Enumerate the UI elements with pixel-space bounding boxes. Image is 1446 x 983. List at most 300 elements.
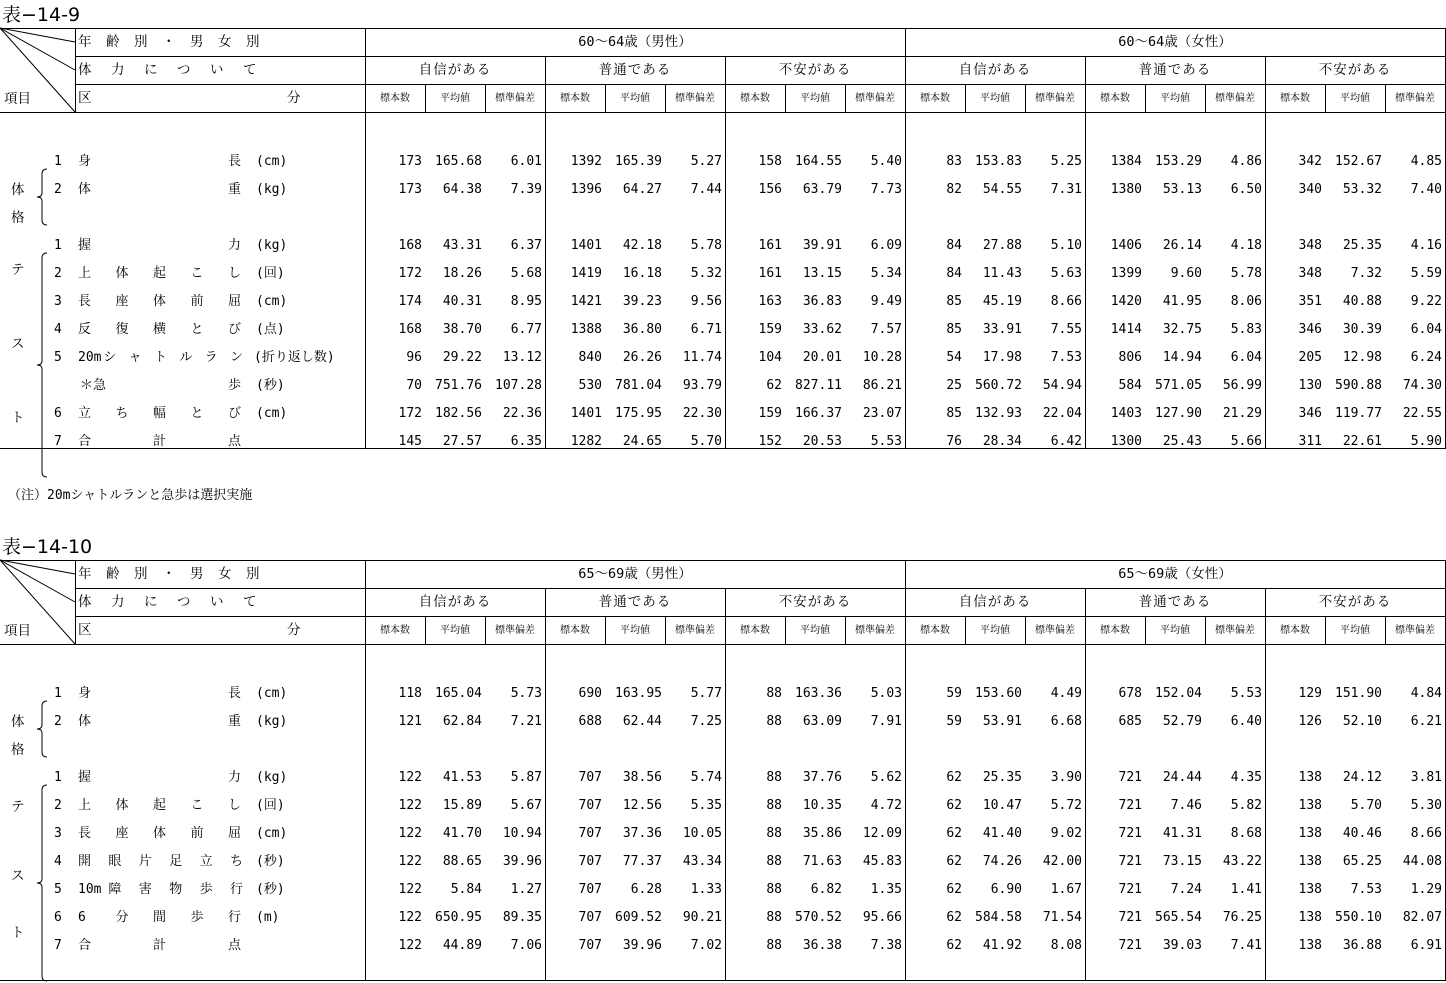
- row-number: 4: [54, 854, 62, 869]
- cell-value: 25.35: [1342, 238, 1382, 253]
- stat-header: 平均値: [1340, 625, 1370, 636]
- item-name-char: ル: [179, 350, 193, 365]
- item-name-char: 体: [115, 266, 129, 281]
- item-name-char: 間: [153, 910, 167, 925]
- item-name-char: 起: [153, 266, 167, 281]
- stat-header: 平均値: [800, 93, 830, 104]
- item-name-char: 長: [78, 294, 92, 309]
- cell-value: 5.27: [690, 154, 722, 169]
- cell-value: 27.88: [982, 238, 1022, 253]
- cell-value: 17.98: [982, 350, 1022, 365]
- cell-value: 89.35: [502, 910, 542, 925]
- cell-value: 707: [578, 798, 602, 813]
- item-name-char: ラ: [204, 350, 218, 365]
- cell-value: 39.96: [502, 854, 542, 869]
- cell-value: 53.32: [1342, 182, 1382, 197]
- cell-value: 88: [766, 938, 782, 953]
- cell-value: 8.66: [1050, 294, 1082, 309]
- subgroup-header: 普通である: [1138, 62, 1212, 78]
- cell-value: 175.95: [615, 406, 662, 421]
- unit: (回): [256, 266, 285, 281]
- cell-value: 5.70: [1350, 798, 1382, 813]
- cell-value: 20.53: [802, 434, 842, 449]
- subgroup-header: 自信がある: [958, 594, 1032, 610]
- stat-header: 標本数: [560, 625, 590, 636]
- cell-value: 12.56: [622, 798, 662, 813]
- item-name-char: 重: [228, 714, 242, 729]
- cell-value: 5.40: [870, 154, 902, 169]
- cell-value: 346: [1298, 322, 1322, 337]
- item-name-char: 握: [78, 770, 92, 785]
- cell-value: 6.04: [1230, 350, 1262, 365]
- item-name-char: 障: [108, 882, 122, 897]
- cell-value: 6.24: [1410, 350, 1442, 365]
- stat-header: 標本数: [920, 625, 950, 636]
- cell-value: 1.29: [1410, 882, 1442, 897]
- section-label: ス: [11, 336, 25, 352]
- cell-value: 26.26: [622, 350, 662, 365]
- cell-value: 90.21: [682, 910, 722, 925]
- cell-value: 342: [1298, 154, 1322, 169]
- stat-header: 標準偏差: [855, 93, 895, 104]
- cell-value: 4.18: [1230, 238, 1262, 253]
- row-number: 1: [54, 154, 62, 169]
- stat-header: 標準偏差: [1035, 93, 1075, 104]
- h-rule: [75, 588, 1446, 589]
- item-name-char: 反: [78, 322, 92, 337]
- cell-value: 5.34: [870, 266, 902, 281]
- cell-value: 721: [1118, 854, 1142, 869]
- h-rule: [0, 28, 1446, 29]
- cell-value: 688: [578, 714, 602, 729]
- cell-value: 1300: [1110, 434, 1142, 449]
- cell-value: 707: [578, 938, 602, 953]
- cell-value: 16.18: [622, 266, 662, 281]
- cell-value: 10.47: [982, 798, 1022, 813]
- cell-value: 584.58: [975, 910, 1022, 925]
- item-name-char: 横: [153, 322, 167, 337]
- cell-value: 44.89: [442, 938, 482, 953]
- cell-value: 54.55: [982, 182, 1022, 197]
- cell-value: 7.57: [870, 322, 902, 337]
- item-name-char: 体: [153, 294, 167, 309]
- cell-value: 39.91: [802, 238, 842, 253]
- cell-value: 62: [946, 826, 962, 841]
- section-brace: [0, 28, 60, 479]
- cell-value: 7.24: [1170, 882, 1202, 897]
- stat-header: 標本数: [380, 625, 410, 636]
- cell-value: 37.76: [802, 770, 842, 785]
- item-name-char: 立: [199, 854, 213, 869]
- cell-value: 21.29: [1222, 406, 1262, 421]
- cell-value: 7.25: [690, 714, 722, 729]
- item-name-char: 力: [228, 770, 242, 785]
- cell-value: 5.87: [510, 770, 542, 785]
- cell-value: 721: [1118, 910, 1142, 925]
- stat-header: 平均値: [980, 93, 1010, 104]
- row-number: 6: [54, 910, 62, 925]
- cell-value: 71.63: [802, 854, 842, 869]
- item-name-char: 行: [228, 910, 242, 925]
- cell-value: 7.32: [1350, 266, 1382, 281]
- cell-value: 25: [946, 378, 962, 393]
- row-number: 1: [54, 238, 62, 253]
- cell-value: 721: [1118, 938, 1142, 953]
- cell-value: 5.25: [1050, 154, 1082, 169]
- cell-value: 122: [398, 854, 422, 869]
- unit: (kg): [256, 770, 288, 785]
- unit: (kg): [256, 182, 288, 197]
- brace-path: [37, 785, 47, 981]
- cell-value: 88: [766, 826, 782, 841]
- cell-value: 88: [766, 798, 782, 813]
- cell-value: 8.95: [510, 294, 542, 309]
- cell-value: 173: [398, 154, 422, 169]
- cell-value: 54.94: [1042, 378, 1082, 393]
- stat-header: 平均値: [1160, 625, 1190, 636]
- cell-value: 86.21: [862, 378, 902, 393]
- row-number: 6: [54, 406, 62, 421]
- cell-value: 530: [578, 378, 602, 393]
- cell-value: 707: [578, 882, 602, 897]
- cell-value: 4.49: [1050, 686, 1082, 701]
- cell-value: 82.07: [1402, 910, 1442, 925]
- cell-value: 74.30: [1402, 378, 1442, 393]
- stat-header: 標本数: [740, 625, 770, 636]
- cell-value: 7.55: [1050, 322, 1082, 337]
- cell-value: 24.12: [1342, 770, 1382, 785]
- cell-value: 1403: [1110, 406, 1142, 421]
- cell-value: 707: [578, 910, 602, 925]
- row-number: 2: [54, 714, 62, 729]
- item-name-char: ト: [154, 350, 168, 365]
- h-rule: [75, 616, 1446, 617]
- stat-header: 標準偏差: [675, 93, 715, 104]
- unit: (折り返し数): [254, 350, 335, 365]
- cell-value: 163.36: [795, 686, 842, 701]
- subgroup-header: 不安がある: [778, 62, 852, 78]
- cell-value: 62: [946, 854, 962, 869]
- cell-value: 38.56: [622, 770, 662, 785]
- cell-value: 42.00: [1042, 854, 1082, 869]
- header-bun: 分: [287, 622, 301, 638]
- cell-value: 35.86: [802, 826, 842, 841]
- cell-value: 41.31: [1162, 826, 1202, 841]
- cell-value: 806: [1118, 350, 1142, 365]
- stat-header: 標準偏差: [495, 625, 535, 636]
- group-header: 65～69歳（男性）: [578, 566, 692, 582]
- stat-header: 平均値: [440, 93, 470, 104]
- h-rule: [75, 56, 1446, 57]
- unit: (秒): [256, 378, 285, 393]
- item-name-char: 長: [228, 154, 242, 169]
- item-name-char: 行: [230, 882, 244, 897]
- cell-value: 165.68: [435, 154, 482, 169]
- cell-value: 8.08: [1050, 938, 1082, 953]
- section-label: ト: [11, 410, 25, 426]
- cell-value: 153.83: [975, 154, 1022, 169]
- cell-value: 104: [758, 350, 782, 365]
- item-name-char: 重: [228, 182, 242, 197]
- cell-value: 73.15: [1162, 854, 1202, 869]
- cell-value: 707: [578, 854, 602, 869]
- cell-value: 45.19: [982, 294, 1022, 309]
- cell-value: 130: [1298, 378, 1322, 393]
- cell-value: 650.95: [435, 910, 482, 925]
- cell-value: 6.04: [1410, 322, 1442, 337]
- cell-value: 7.06: [510, 938, 542, 953]
- cell-value: 6.77: [510, 322, 542, 337]
- cell-value: 62.84: [442, 714, 482, 729]
- cell-value: 8.06: [1230, 294, 1262, 309]
- item-name-char: 上: [78, 266, 92, 281]
- item-name-char: こ: [190, 266, 204, 281]
- cell-value: 6.35: [510, 434, 542, 449]
- cell-value: 95.66: [862, 910, 902, 925]
- cell-value: 5.68: [510, 266, 542, 281]
- cell-value: 6.37: [510, 238, 542, 253]
- cell-value: 1.67: [1050, 882, 1082, 897]
- stat-header: 標本数: [1280, 625, 1310, 636]
- cell-value: 22.55: [1402, 406, 1442, 421]
- item-name-char: 10m: [78, 882, 102, 897]
- cell-value: 685: [1118, 714, 1142, 729]
- cell-value: 85: [946, 406, 962, 421]
- cell-value: 43.22: [1222, 854, 1262, 869]
- item-name-char: 合: [78, 434, 92, 449]
- unit: (cm): [256, 154, 288, 169]
- group-header: 65～69歳（女性）: [1118, 566, 1232, 582]
- cell-value: 13.12: [502, 350, 542, 365]
- data-table: [0, 28, 1446, 448]
- item-name-char: び: [228, 406, 242, 421]
- item-name-char: ち: [115, 406, 129, 421]
- item-name-char: 屈: [228, 826, 242, 841]
- cell-value: 5.35: [690, 798, 722, 813]
- cell-value: 165.04: [435, 686, 482, 701]
- cell-value: 36.83: [802, 294, 842, 309]
- item-name-char: 上: [78, 798, 92, 813]
- stat-header: 標準偏差: [1395, 93, 1435, 104]
- item-name-char: ＊急: [80, 378, 107, 393]
- header-ku: 区: [78, 90, 92, 106]
- cell-value: 62: [946, 798, 962, 813]
- cell-value: 7.39: [510, 182, 542, 197]
- cell-value: 7.21: [510, 714, 542, 729]
- item-name-char: と: [190, 322, 204, 337]
- cell-value: 8.66: [1410, 826, 1442, 841]
- cell-value: 5.74: [690, 770, 722, 785]
- cell-value: 18.26: [442, 266, 482, 281]
- section-label: 体: [11, 714, 25, 730]
- cell-value: 118: [398, 686, 422, 701]
- row-number: 7: [54, 938, 62, 953]
- cell-value: 62.44: [622, 714, 662, 729]
- cell-value: 5.67: [510, 798, 542, 813]
- cell-value: 751.76: [435, 378, 482, 393]
- cell-value: 54: [946, 350, 962, 365]
- cell-value: 13.15: [802, 266, 842, 281]
- cell-value: 26.14: [1162, 238, 1202, 253]
- cell-value: 96: [406, 350, 422, 365]
- cell-value: 165.39: [615, 154, 662, 169]
- cell-value: 5.10: [1050, 238, 1082, 253]
- cell-value: 6.50: [1230, 182, 1262, 197]
- section-label: 格: [11, 210, 25, 226]
- cell-value: 88: [766, 686, 782, 701]
- stat-header: 平均値: [620, 625, 650, 636]
- cell-value: 10.05: [682, 826, 722, 841]
- cell-value: 560.72: [975, 378, 1022, 393]
- stat-header: 平均値: [980, 625, 1010, 636]
- row-number: 3: [54, 294, 62, 309]
- cell-value: 7.73: [870, 182, 902, 197]
- stat-header: 標本数: [920, 93, 950, 104]
- item-name-char: シ: [103, 350, 117, 365]
- cell-value: 32.75: [1162, 322, 1202, 337]
- cell-value: 4.72: [870, 798, 902, 813]
- cell-value: 7.40: [1410, 182, 1442, 197]
- item-name-char: 6: [78, 910, 86, 925]
- cell-value: 15.89: [442, 798, 482, 813]
- stat-header: 標本数: [1280, 93, 1310, 104]
- header-age-sex: 年 齢 別 ・ 男 女 別: [78, 34, 260, 50]
- v-rule: [75, 560, 76, 644]
- cell-value: 3.90: [1050, 770, 1082, 785]
- cell-value: 1399: [1110, 266, 1142, 281]
- cell-value: 5.72: [1050, 798, 1082, 813]
- cell-value: 174: [398, 294, 422, 309]
- section-label: ト: [11, 925, 25, 941]
- cell-value: 39.03: [1162, 938, 1202, 953]
- item-name-char: ン: [230, 350, 244, 365]
- cell-value: 5.82: [1230, 798, 1262, 813]
- cell-value: 1401: [570, 406, 602, 421]
- cell-value: 122: [398, 798, 422, 813]
- unit: (秒): [256, 882, 285, 897]
- cell-value: 5.59: [1410, 266, 1442, 281]
- item-name-char: 体: [153, 826, 167, 841]
- cell-value: 41.95: [1162, 294, 1202, 309]
- cell-value: 161: [758, 266, 782, 281]
- cell-value: 5.03: [870, 686, 902, 701]
- cell-value: 1.33: [690, 882, 722, 897]
- item-name-char: 幅: [153, 406, 167, 421]
- cell-value: 56.99: [1222, 378, 1262, 393]
- cell-value: 24.44: [1162, 770, 1202, 785]
- cell-value: 4.35: [1230, 770, 1262, 785]
- cell-value: 6.71: [690, 322, 722, 337]
- cell-value: 5.32: [690, 266, 722, 281]
- cell-value: 138: [1298, 910, 1322, 925]
- cell-value: 721: [1118, 770, 1142, 785]
- cell-value: 62: [946, 938, 962, 953]
- item-name-char: 体: [115, 798, 129, 813]
- stat-header: 標準偏差: [1215, 93, 1255, 104]
- cell-value: 82: [946, 182, 962, 197]
- cell-value: 590.88: [1335, 378, 1382, 393]
- cell-value: 88: [766, 714, 782, 729]
- cell-value: 83: [946, 154, 962, 169]
- cell-value: 153.60: [975, 686, 1022, 701]
- data-table: [0, 560, 1446, 980]
- cell-value: 7.46: [1170, 798, 1202, 813]
- cell-value: 84: [946, 238, 962, 253]
- cell-value: 1419: [570, 266, 602, 281]
- item-name-char: 体: [78, 714, 92, 729]
- cell-value: 64.38: [442, 182, 482, 197]
- item-name-char: 点: [228, 938, 242, 953]
- cell-value: 76.25: [1222, 910, 1262, 925]
- item-name-char: し: [228, 266, 242, 281]
- cell-value: 44.08: [1402, 854, 1442, 869]
- item-name-char: 身: [78, 686, 92, 701]
- cell-value: 172: [398, 266, 422, 281]
- cell-value: 39.23: [622, 294, 662, 309]
- section-label: ス: [11, 868, 25, 884]
- unit: (kg): [256, 238, 288, 253]
- cell-value: 11.43: [982, 266, 1022, 281]
- subgroup-header: 自信がある: [418, 62, 492, 78]
- cell-value: 7.41: [1230, 938, 1262, 953]
- cell-value: 6.21: [1410, 714, 1442, 729]
- cell-value: 340: [1298, 182, 1322, 197]
- unit: (cm): [256, 294, 288, 309]
- subgroup-header: 普通である: [598, 594, 672, 610]
- cell-value: 36.38: [802, 938, 842, 953]
- stat-header: 平均値: [1340, 93, 1370, 104]
- cell-value: 550.10: [1335, 910, 1382, 925]
- cell-value: 22.36: [502, 406, 542, 421]
- cell-value: 163.95: [615, 686, 662, 701]
- cell-value: 41.92: [982, 938, 1022, 953]
- cell-value: 6.09: [870, 238, 902, 253]
- header-item: 項目: [4, 623, 31, 639]
- cell-value: 565.54: [1155, 910, 1202, 925]
- cell-value: 43.34: [682, 854, 722, 869]
- item-name-char: ャ: [128, 350, 142, 365]
- section-label: テ: [11, 262, 25, 278]
- cell-value: 71.54: [1042, 910, 1082, 925]
- cell-value: 156: [758, 182, 782, 197]
- cell-value: 65.25: [1342, 854, 1382, 869]
- stat-header: 標準偏差: [495, 93, 535, 104]
- cell-value: 584: [1118, 378, 1142, 393]
- cell-value: 12.98: [1342, 350, 1382, 365]
- cell-value: 30.39: [1342, 322, 1382, 337]
- subgroup-header: 自信がある: [958, 62, 1032, 78]
- item-name-char: 足: [169, 854, 183, 869]
- cell-value: 1414: [1110, 322, 1142, 337]
- cell-value: 7.31: [1050, 182, 1082, 197]
- cell-value: 52.79: [1162, 714, 1202, 729]
- stat-header: 標本数: [740, 93, 770, 104]
- cell-value: 159: [758, 322, 782, 337]
- cell-value: 25.43: [1162, 434, 1202, 449]
- cell-value: 158: [758, 154, 782, 169]
- group-header: 60～64歳（女性）: [1118, 34, 1232, 50]
- cell-value: 1392: [570, 154, 602, 169]
- cell-value: 41.53: [442, 770, 482, 785]
- cell-value: 6.01: [510, 154, 542, 169]
- cell-value: 840: [578, 350, 602, 365]
- unit: (回): [256, 798, 285, 813]
- cell-value: 36.80: [622, 322, 662, 337]
- cell-value: 138: [1298, 938, 1322, 953]
- header-ku: 区: [78, 622, 92, 638]
- stat-header: 標準偏差: [1395, 625, 1435, 636]
- cell-value: 20.01: [802, 350, 842, 365]
